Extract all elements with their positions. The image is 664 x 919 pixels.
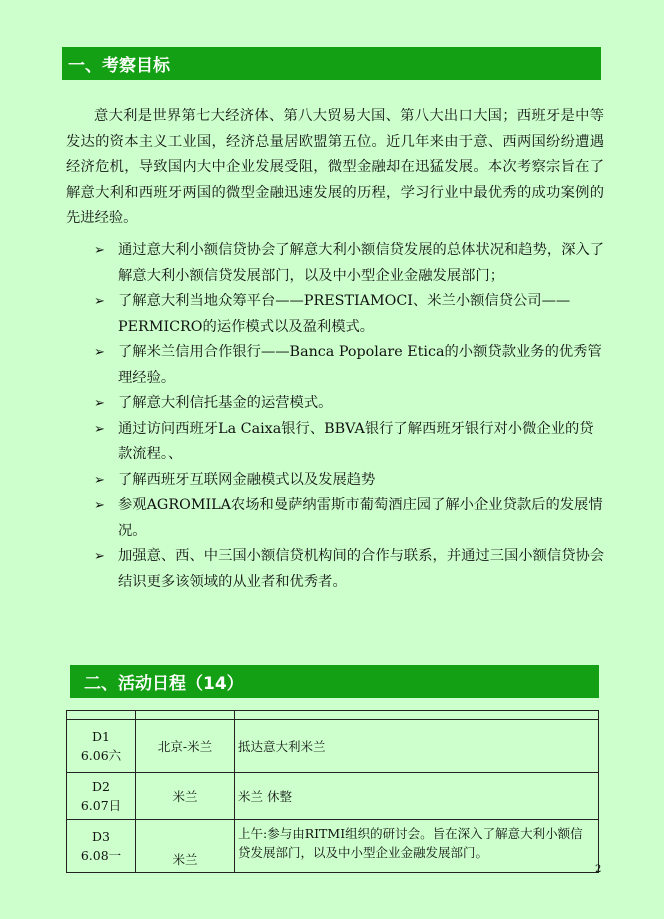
objective-item: ➢ 参观AGROMILA农场和曼萨纳雷斯市葡萄酒庄园了解小企业贷款后的发展情况。	[93, 493, 605, 544]
objective-item: ➢ 加强意、西、中三国小额信贷机构间的合作与联系，并通过三国小额信贷协会结识更多该领域的从业者和优秀者。	[93, 544, 605, 595]
arrow-bullet-icon: ➢	[94, 243, 105, 258]
arrow-bullet-icon: ➢	[94, 421, 105, 437]
table-header-cell	[235, 711, 599, 720]
section-1-title: 一、考察目标	[68, 56, 170, 76]
section-2-heading	[70, 665, 599, 698]
day-cell	[67, 820, 136, 873]
table-row	[67, 820, 599, 873]
table-row	[67, 773, 599, 820]
intro-paragraph: 意大利是世界第七大经济体、第八大贸易大国、第八大出口大国；西班牙是中等发达的资本主义工业国，经济总量居欧盟第五位。近几年来由于意、西两国纷纷遭遇经济危机，导致国内大中企业发展受阻，微型金融却在迅猛发展。本次考察宗旨在了解意大利和西班牙两国的微型金融迅速发展的历程，学习行业中最优秀的成功案例的先进经验。	[66, 108, 604, 226]
arrow-bullet-icon: ➢	[94, 294, 105, 309]
day-label: D1	[92, 729, 110, 744]
day-cell	[67, 720, 136, 773]
objective-item: ➢ 通过访问西班牙La Caixa银行、BBVA银行了解西班牙银行对小微企业的贷款流程。、	[93, 417, 605, 468]
arrow-bullet-icon: ➢	[94, 472, 105, 488]
arrow-bullet-icon: ➢	[94, 549, 105, 564]
date-label: 6.06六	[80, 748, 122, 763]
objective-item: ➢ 了解意大利当地众筹平台——PRESTIAMOCI、米兰小额信贷公司——PERMICRO的运作模式以及盈利模式。	[93, 289, 605, 340]
arrow-bullet-icon: ➢	[94, 498, 105, 513]
objective-item: ➢ 了解意大利信托基金的运营模式。	[93, 391, 605, 417]
section-1-heading	[62, 47, 601, 80]
section-2-title: 二、活动日程（14）	[84, 674, 244, 694]
objective-item: ➢ 了解西班牙互联网金融模式以及发展趋势	[93, 468, 605, 494]
activity-cell: 上午:参与由RITMI组织的研讨会。旨在深入了解意大利小额信贷发展部门，以及中小型企业金融发展部门。	[235, 820, 599, 873]
table-header-cell	[67, 711, 136, 720]
page-number: 2	[595, 864, 602, 875]
table-header-cell	[136, 711, 235, 720]
city-cell: 北京-米兰	[136, 720, 235, 773]
objective-item: ➢ 通过意大利小额信贷协会了解意大利小额信贷发展的总体状况和趋势，深入了解意大利小额信贷发展部门，以及中小型企业金融发展部门；	[93, 238, 605, 289]
city-cell: 米兰	[136, 820, 235, 873]
arrow-bullet-icon: ➢	[94, 345, 105, 360]
schedule-table	[66, 710, 602, 875]
table-row	[67, 720, 599, 773]
activity-cell: 米兰 休整	[235, 773, 599, 820]
activity-cell: 抵达意大利米兰	[235, 720, 599, 773]
day-label: D2	[92, 779, 110, 794]
day-label: D3	[92, 829, 110, 844]
city-cell: 米兰	[136, 773, 235, 820]
table-header-row	[67, 711, 599, 720]
date-label: 6.08一	[80, 848, 122, 863]
objective-item: ➢ 了解米兰信用合作银行——Banca Popolare Etica的小额贷款业务的优秀管理经验。	[93, 340, 605, 391]
objectives-list	[93, 238, 605, 595]
day-cell	[67, 773, 136, 820]
date-label: 6.07日	[80, 798, 122, 813]
arrow-bullet-icon: ➢	[94, 396, 105, 411]
